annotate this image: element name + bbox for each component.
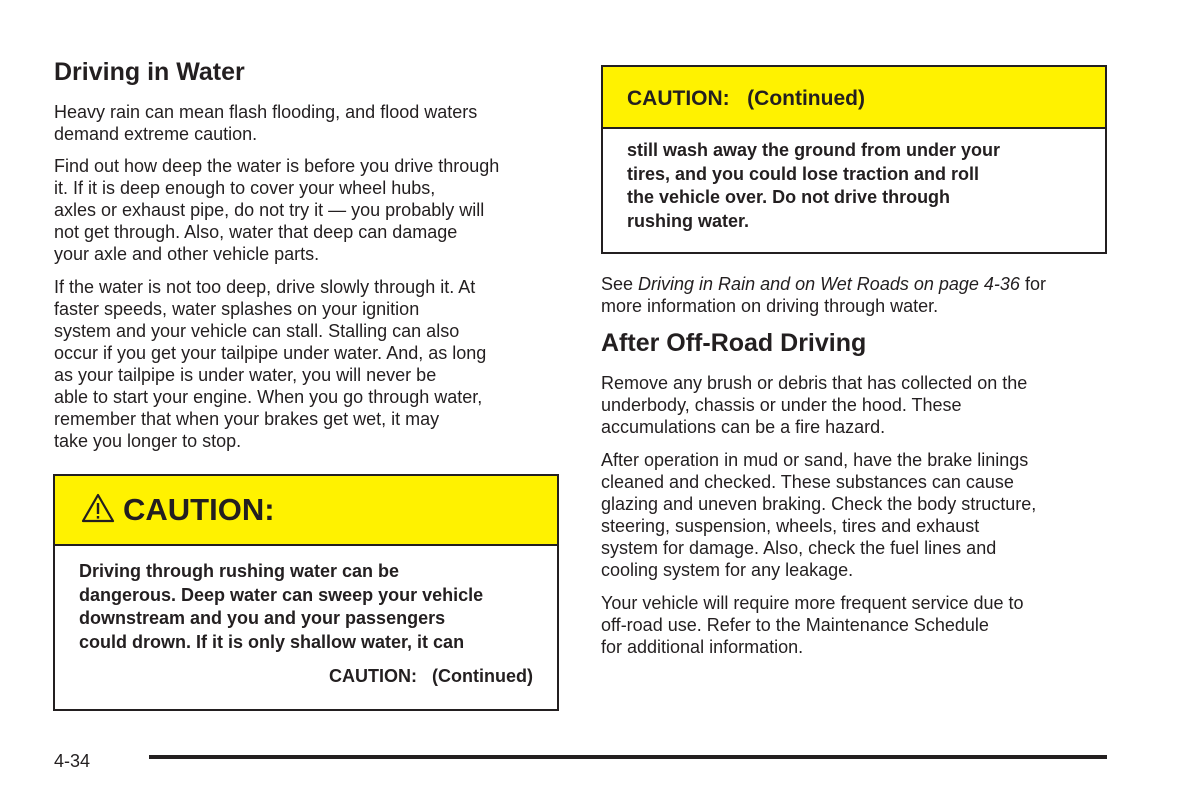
text-line: underbody, chassis or under the hood. These — [601, 395, 962, 415]
text-line: take you longer to stop. — [54, 431, 242, 451]
text-line: your axle and other vehicle parts. — [54, 244, 320, 264]
text-line: axles or exhaust pipe, do not try it — you probably will — [54, 200, 485, 220]
text-line: for additional information. — [601, 637, 804, 657]
paragraph-see-reference — [601, 273, 1108, 317]
caution-continued-title: CAUTION: (Continued) — [627, 87, 865, 110]
text-line: it. If it is deep enough to cover your wheel hubs, — [54, 178, 436, 198]
caution-continued-box — [601, 65, 1107, 254]
text-line: able to start your engine. When you go through water, — [54, 387, 483, 407]
text-line: occur if you get your tailpipe under water. And, as long — [54, 343, 487, 363]
see-suffix: for — [1019, 274, 1046, 294]
caution-continued-body — [603, 129, 1105, 233]
text-line: accumulations can be a fire hazard. — [601, 417, 886, 437]
text-line: off-road use. Refer to the Maintenance Schedule — [601, 615, 989, 635]
paragraph-brake-linings — [601, 449, 1108, 581]
text-line: system and your vehicle can stall. Stalling can also — [54, 321, 460, 341]
caution-box — [53, 474, 559, 711]
text-line: dangerous. Deep water can sweep your vehicle — [79, 584, 484, 605]
text-line: cleaned and checked. These substances can cause — [601, 472, 1014, 492]
heading-after-off-road-driving: After Off-Road Driving — [601, 329, 867, 357]
warning-triangle-icon — [81, 493, 115, 523]
text-line: downstream and you and your passengers — [79, 608, 446, 628]
paragraph-drive-slowly — [54, 276, 560, 452]
text-line: remember that when your brakes get wet, it may — [54, 409, 440, 429]
paragraph-service-frequency — [601, 592, 1108, 658]
text-line: more information on driving through water. — [601, 296, 939, 316]
caution-continued-header — [603, 67, 1105, 129]
text-line: glazing and uneven braking. Check the body structure, — [601, 494, 1037, 514]
text-line: still wash away the ground from under your — [627, 140, 1001, 160]
text-line: not get through. Also, water that deep can damage — [54, 222, 458, 242]
caution-continued-label: CAUTION: (Continued) — [329, 666, 533, 686]
paragraph-remove-debris — [601, 372, 1108, 438]
text-line: Driving through rushing water can be — [79, 561, 400, 581]
cross-reference-link[interactable]: Driving in Rain and on Wet Roads on page 4-36 — [638, 274, 1020, 294]
text-line: the vehicle over. Do not drive through — [627, 187, 951, 207]
caution-title-row — [81, 476, 557, 544]
caution-body — [55, 546, 557, 654]
text-line: rushing water. — [627, 210, 750, 231]
caution-title: CAUTION: — [123, 492, 275, 527]
text-line: could drown. If it is only shallow water, it can — [79, 631, 465, 652]
see-prefix: See — [601, 274, 639, 294]
text-line: as your tailpipe is under water, you will never be — [54, 365, 437, 385]
footer-rule — [149, 755, 1107, 759]
page-number: 4-34 — [54, 751, 91, 771]
text-line: cooling system for any leakage. — [601, 560, 854, 580]
heading-driving-in-water: Driving in Water — [54, 58, 245, 86]
text-line: steering, suspension, wheels, tires and exhaust — [601, 516, 980, 536]
text-line: tires, and you could lose traction and roll — [627, 163, 980, 184]
text-line: Remove any brush or debris that has collected on the — [601, 373, 1028, 393]
paragraph-flash-flooding — [54, 101, 560, 145]
caution-header — [55, 476, 557, 546]
paragraph-water-depth — [54, 155, 560, 265]
text-line: system for damage. Also, check the fuel lines and — [601, 538, 997, 558]
text-line: After operation in mud or sand, have the brake linings — [601, 450, 1029, 470]
text-line: Find out how deep the water is before you drive through — [54, 156, 500, 176]
text-line: Heavy rain can mean flash flooding, and flood waters — [54, 102, 478, 122]
text-line: faster speeds, water splashes on your ignition — [54, 299, 420, 319]
text-line: If the water is not too deep, drive slowly through it. At — [54, 277, 476, 297]
text-line: Your vehicle will require more frequent service due to — [601, 593, 1024, 613]
text-line: demand extreme caution. — [54, 124, 258, 144]
